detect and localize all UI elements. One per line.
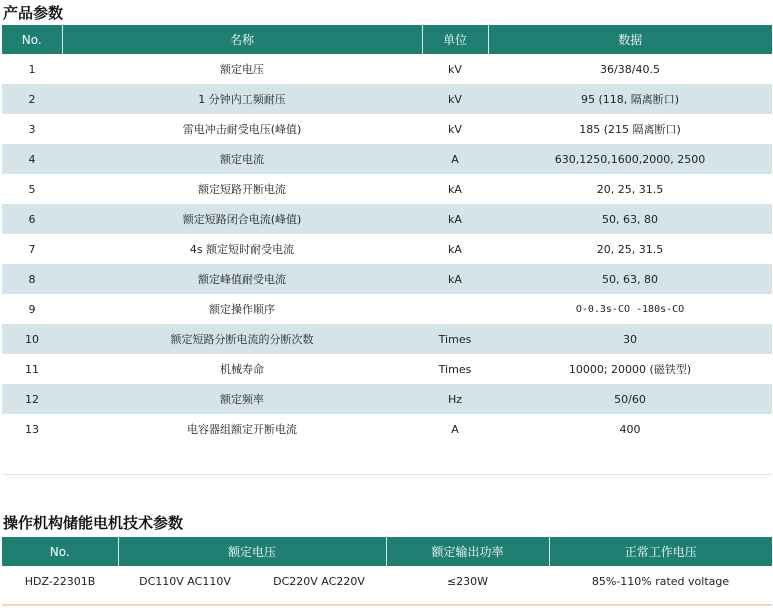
cell-name: 额定峰值耐受电流	[62, 264, 422, 294]
table-row	[2, 414, 772, 444]
table-header-row	[2, 537, 772, 566]
cell-unit: Times	[422, 324, 488, 354]
cell-value: 50, 63, 80	[488, 264, 772, 294]
cell-name: 电容器组额定开断电流	[187, 423, 297, 436]
table-row	[2, 384, 772, 414]
cell-no: 9	[28, 302, 36, 316]
cell-value: 10000; 20000 (磁铁型)	[568, 363, 692, 376]
cell-value: 630,1250,1600,2000, 2500	[488, 144, 772, 174]
cell-unit: kV	[448, 62, 462, 76]
header-value: 数据	[488, 25, 772, 54]
bottom-border	[2, 604, 772, 606]
cell-no: 13	[25, 422, 39, 436]
header-working-voltage: 正常工作电压	[549, 537, 772, 566]
cell-rated-power: ≤230W	[446, 574, 489, 588]
table-row	[2, 264, 772, 294]
voltage-option-220: DC220V AC220V	[273, 574, 365, 588]
cell-name: 额定短路分断电流的分断次数	[62, 324, 422, 354]
motor-params-table	[2, 537, 772, 596]
table-row	[2, 566, 772, 596]
cell-value: 185 (215 隔离断口)	[579, 123, 681, 136]
table-row	[2, 204, 772, 234]
header-rated-voltage: 额定电压	[118, 537, 386, 566]
header-no: No.	[2, 25, 62, 54]
cell-value: 20, 25, 31.5	[596, 182, 664, 196]
table-row	[2, 84, 772, 114]
table-row	[2, 54, 772, 84]
cell-name: 机械寿命	[220, 363, 264, 376]
cell-name: 1 分钟内工频耐压	[62, 84, 422, 114]
cell-name: 雷电冲击耐受电压(峰值)	[182, 123, 302, 136]
table-row	[2, 324, 772, 354]
cell-name: 额定操作顺序	[209, 303, 275, 316]
header-rated-power: 额定输出功率	[386, 537, 549, 566]
cell-unit: kA	[448, 242, 462, 256]
cell-value: O-0.3s-CO -180s-CO	[575, 303, 685, 315]
cell-unit	[422, 294, 488, 324]
cell-no: 1	[28, 62, 36, 76]
cell-name: 额定短路开断电流	[198, 183, 286, 196]
table-row	[2, 294, 772, 324]
cell-name: 4s 额定短时耐受电流	[189, 243, 295, 256]
section-title-motor-params: 操作机构储能电机技术参数	[3, 514, 184, 532]
product-params-table	[2, 25, 772, 444]
table-header-row	[2, 25, 772, 54]
table-row	[2, 174, 772, 204]
section-divider	[2, 474, 772, 475]
cell-no: 8	[2, 264, 62, 294]
cell-unit: A	[451, 422, 459, 436]
cell-working-voltage: 85%-110% rated voltage	[591, 574, 730, 588]
cell-model: HDZ-22301B	[24, 574, 96, 588]
cell-unit: kA	[422, 204, 488, 234]
header-unit: 单位	[422, 25, 488, 54]
cell-unit: kA	[422, 264, 488, 294]
cell-no: 10	[2, 324, 62, 354]
cell-name: 额定频率	[62, 384, 422, 414]
cell-value: 50, 63, 80	[488, 204, 772, 234]
cell-unit: kA	[448, 182, 462, 196]
cell-no: 3	[28, 122, 36, 136]
cell-value: 400	[619, 422, 641, 436]
cell-no: 4	[2, 144, 62, 174]
header-no: No.	[2, 537, 118, 566]
cell-no: 7	[28, 242, 36, 256]
cell-value: 50/60	[488, 384, 772, 414]
cell-unit: kV	[448, 122, 462, 136]
table-row	[2, 144, 772, 174]
cell-value: 95 (118, 隔离断口)	[488, 84, 772, 114]
table-row	[2, 234, 772, 264]
cell-unit: kV	[422, 84, 488, 114]
cell-no: 5	[28, 182, 36, 196]
cell-no: 11	[25, 362, 39, 376]
cell-rated-voltage	[118, 566, 386, 596]
cell-name: 额定电压	[220, 63, 264, 76]
cell-no: 6	[2, 204, 62, 234]
table-row	[2, 354, 772, 384]
cell-value: 36/38/40.5	[600, 62, 660, 76]
cell-unit: Times	[438, 362, 472, 376]
section-title-product-params: 产品参数	[3, 4, 64, 22]
cell-unit: A	[422, 144, 488, 174]
cell-value: 30	[488, 324, 772, 354]
cell-name: 额定短路闭合电流(峰值)	[62, 204, 422, 234]
cell-no: 2	[2, 84, 62, 114]
cell-unit: Hz	[422, 384, 488, 414]
cell-no: 12	[2, 384, 62, 414]
voltage-option-110: DC110V AC110V	[139, 574, 231, 588]
table-row	[2, 114, 772, 144]
cell-name: 额定电流	[62, 144, 422, 174]
header-name: 名称	[62, 25, 422, 54]
cell-value: 20, 25, 31.5	[596, 242, 664, 256]
